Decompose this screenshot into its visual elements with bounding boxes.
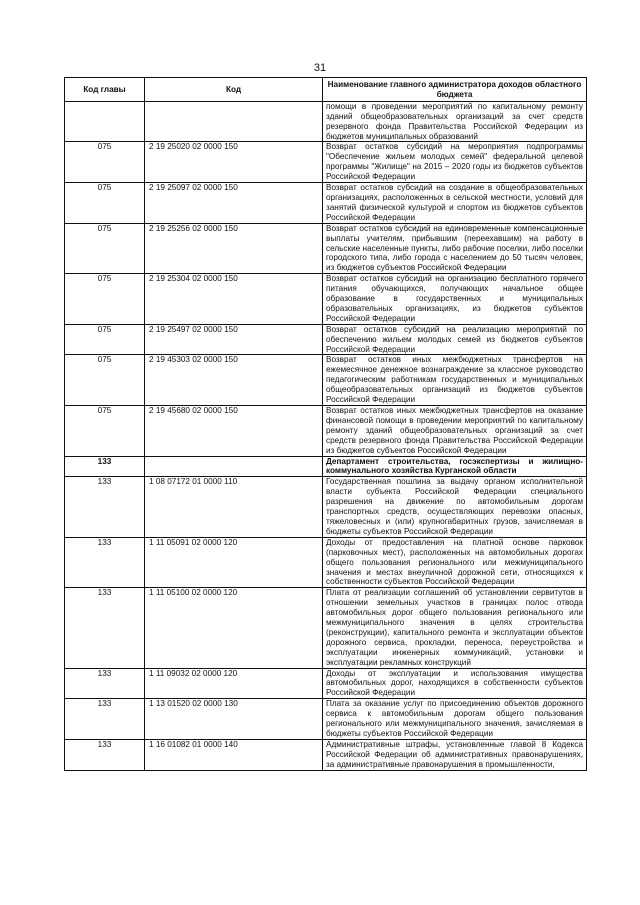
table-row <box>65 183 587 224</box>
chapter-code-cell: 133 <box>65 699 145 740</box>
table-body <box>65 101 587 770</box>
header-code: Код <box>145 78 323 102</box>
table-row <box>65 699 587 740</box>
table-row <box>65 588 587 668</box>
revenue-code-cell: 1 16 01082 01 0000 140 <box>145 739 323 770</box>
revenue-code-cell <box>145 456 323 477</box>
department-row <box>65 456 587 477</box>
chapter-code-cell: 075 <box>65 223 145 274</box>
revenue-code-cell: 2 19 25020 02 0000 150 <box>145 142 323 183</box>
revenue-code-cell: 2 19 45680 02 0000 150 <box>145 406 323 457</box>
page-number: 31 <box>313 62 327 74</box>
table-row <box>65 142 587 183</box>
header-administrator-name: Наименование главного администратора доходов областного бюджета <box>323 78 587 102</box>
revenue-code-cell: 1 13 01520 02 0000 130 <box>145 699 323 740</box>
revenue-name-cell: Административные штрафы, установленные главой 8 Кодекса Российской Федерации об административных правонарушениях, за административные правонарушения в промышленности, <box>323 739 587 770</box>
chapter-code-cell: 075 <box>65 274 145 325</box>
table-row <box>65 406 587 457</box>
revenue-name-cell: Департамент строительства, госэкспертизы и жилищно-коммунального хозяйства Курганской области <box>323 456 587 477</box>
chapter-code-cell: 133 <box>65 739 145 770</box>
revenue-name-cell: Возврат остатков субсидий на создание в общеобразовательных организациях, расположенных в сельской местности, условий для занятий физической культурой и спортом из бюджетов субъектов Российской Федерации <box>323 183 587 224</box>
revenue-name-cell: Плата за оказание услуг по присоединению объектов дорожного сервиса к автомобильным дорогам общего пользования регионального или межмуниципального значения, зачисляемая в бюджеты субъектов Российской Федерации <box>323 699 587 740</box>
table-row <box>65 668 587 699</box>
revenue-code-cell: 2 19 25256 02 0000 150 <box>145 223 323 274</box>
chapter-code-cell: 133 <box>65 537 145 588</box>
revenue-code-cell: 1 11 05100 02 0000 120 <box>145 588 323 668</box>
revenue-name-cell: помощи в проведении мероприятий по капитальному ремонту зданий общеобразовательных организаций за счет средств резервного фонда Правительства Российской Федерации из бюджетов муниципальных образований <box>323 101 587 142</box>
chapter-code-cell: 075 <box>65 406 145 457</box>
revenue-code-cell <box>145 101 323 142</box>
revenue-administrators-table <box>64 77 587 771</box>
header-chapter-code: Код главы <box>65 78 145 102</box>
chapter-code-cell <box>65 101 145 142</box>
table-row <box>65 739 587 770</box>
table-row <box>65 477 587 537</box>
table-row <box>65 274 587 325</box>
revenue-name-cell: Возврат остатков субсидий на мероприятия подпрограммы "Обеспечение жильем молодых семей" федеральной целевой программы "Жилище" на 2015 – 2020 годы из бюджетов субъектов Российской Федерации <box>323 142 587 183</box>
revenue-name-cell: Государственная пошлина за выдачу органом исполнительной власти субъекта Российской Федерации специального разрешения на движение по автомобильным дорогам транспортных средств, осуществляющих перевозки опасных, тяжеловесных и (или) крупногабаритных грузов, зачисляемая в бюджеты субъектов Российской Федерации <box>323 477 587 537</box>
table-row <box>65 537 587 588</box>
revenue-code-cell: 1 08 07172 01 0000 110 <box>145 477 323 537</box>
chapter-code-cell: 075 <box>65 324 145 355</box>
revenue-name-cell: Возврат остатков субсидий на реализацию мероприятий по обеспечению жильем молодых семей из бюджетов субъектов Российской Федерации <box>323 324 587 355</box>
chapter-code-cell: 075 <box>65 142 145 183</box>
revenue-name-cell: Возврат остатков субсидий на организацию бесплатного горячего питания обучающихся, получающих начальное общее образование в государственных и муниципальных образовательных организациях, из бюджетов субъектов Российской Федерации <box>323 274 587 325</box>
revenue-name-cell: Возврат остатков иных межбюджетных трансфертов на ежемесячное денежное вознаграждение за классное руководство педагогическим работникам государственных и муниципальных общеобразовательных организаций из бюджетов субъектов Российской Федерации <box>323 355 587 406</box>
chapter-code-cell: 075 <box>65 355 145 406</box>
chapter-code-cell: 133 <box>65 668 145 699</box>
revenue-code-cell: 1 11 05091 02 0000 120 <box>145 537 323 588</box>
revenue-code-cell: 2 19 25304 02 0000 150 <box>145 274 323 325</box>
revenue-code-cell: 2 19 45303 02 0000 150 <box>145 355 323 406</box>
table-header-row <box>65 78 587 102</box>
chapter-code-cell: 133 <box>65 456 145 477</box>
revenue-name-cell: Возврат остатков иных межбюджетных трансфертов на оказание финансовой помощи в проведении мероприятий по капитальному ремонту зданий общеобразовательных организаций за счет средств резервного фонда Правительства Российской Федерации из бюджетов субъектов Российской Федерации <box>323 406 587 457</box>
chapter-code-cell: 133 <box>65 477 145 537</box>
chapter-code-cell: 075 <box>65 183 145 224</box>
table-header <box>65 78 587 102</box>
table-row <box>65 101 587 142</box>
table-row <box>65 223 587 274</box>
revenue-name-cell: Плата от реализации соглашений об установлении сервитутов в отношении земельных участков в границах полос отвода автомобильных дорог общего пользования регионального или межмуниципального значения в целях строительства (реконструкции), капитального ремонта и эксплуатации объектов дорожного сервиса, прокладки, переноса, переустройства и эксплуатации инженерных коммуникаций, установки и эксплуатации рекламных конструкций <box>323 588 587 668</box>
revenue-code-cell: 2 19 25497 02 0000 150 <box>145 324 323 355</box>
revenue-name-cell: Возврат остатков субсидий на единовременные компенсационные выплаты учителям, прибывшим (переехавшим) на работу в сельские населенные пункты, либо рабочие поселки, либо поселки городского типа, либо города с населением до 50 тысяч человек, из бюджетов субъектов Российской Федерации <box>323 223 587 274</box>
revenue-name-cell: Доходы от эксплуатации и использования имущества автомобильных дорог, находящихся в собственности субъектов Российской Федерации <box>323 668 587 699</box>
revenue-code-cell: 2 19 25097 02 0000 150 <box>145 183 323 224</box>
table-row <box>65 324 587 355</box>
revenue-code-cell: 1 11 09032 02 0000 120 <box>145 668 323 699</box>
table-row <box>65 355 587 406</box>
revenue-name-cell: Доходы от предоставления на платной основе парковок (парковочных мест), расположенных на автомобильных дорогах общего пользования регионального или межмуниципального значения и местах внеуличной дорожной сети, относящихся к собственности субъектов Российской Федерации <box>323 537 587 588</box>
chapter-code-cell: 133 <box>65 588 145 668</box>
